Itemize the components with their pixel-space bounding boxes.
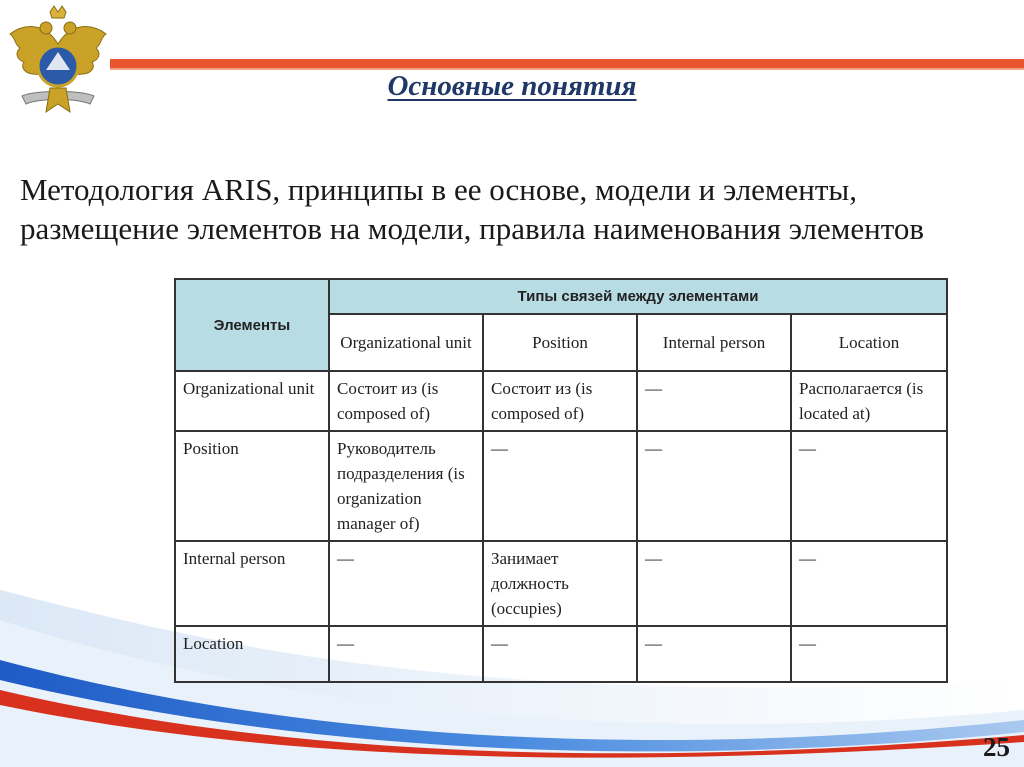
table-cell: — (791, 541, 947, 626)
row-element-label: Internal person (175, 541, 329, 626)
table-cell: — (329, 541, 483, 626)
table-row (175, 626, 947, 682)
table-cell: — (483, 626, 637, 682)
relations-table (174, 278, 948, 683)
row-element-label: Location (175, 626, 329, 682)
table-cell: Занимает должность (occupies) (483, 541, 637, 626)
table-cell: — (483, 431, 637, 541)
table-cell: — (637, 371, 791, 431)
row-header-elements: Элементы (175, 279, 329, 371)
column-header: Position (483, 314, 637, 371)
table-cell: Состоит из (is composed of) (329, 371, 483, 431)
group-header-relation-types: Типы связей между элементами (329, 279, 947, 314)
table-cell: — (329, 626, 483, 682)
table-cell: Располагается (is located at) (791, 371, 947, 431)
table-row (175, 541, 947, 626)
table-cell: — (791, 626, 947, 682)
column-header: Location (791, 314, 947, 371)
table-row (175, 371, 947, 431)
column-header: Internal person (637, 314, 791, 371)
table-cell: — (637, 431, 791, 541)
table-cell: Состоит из (is composed of) (483, 371, 637, 431)
table-cell: — (637, 626, 791, 682)
accent-bar (110, 59, 1024, 68)
column-header: Organizational unit (329, 314, 483, 371)
table-cell: — (791, 431, 947, 541)
page-number: 25 (983, 732, 1010, 762)
slide-title: Основные понятия (387, 70, 637, 102)
row-element-label: Organizational unit (175, 371, 329, 431)
table-cell: — (637, 541, 791, 626)
table-row (175, 431, 947, 541)
slide-subtitle: Методология ARIS, принципы в ее основе, модели и элементы, размещение элементов на модели, правила наименования элементов (20, 172, 924, 246)
table-cell: Руководитель подразделения (is organization manager of) (329, 431, 483, 541)
row-element-label: Position (175, 431, 329, 541)
